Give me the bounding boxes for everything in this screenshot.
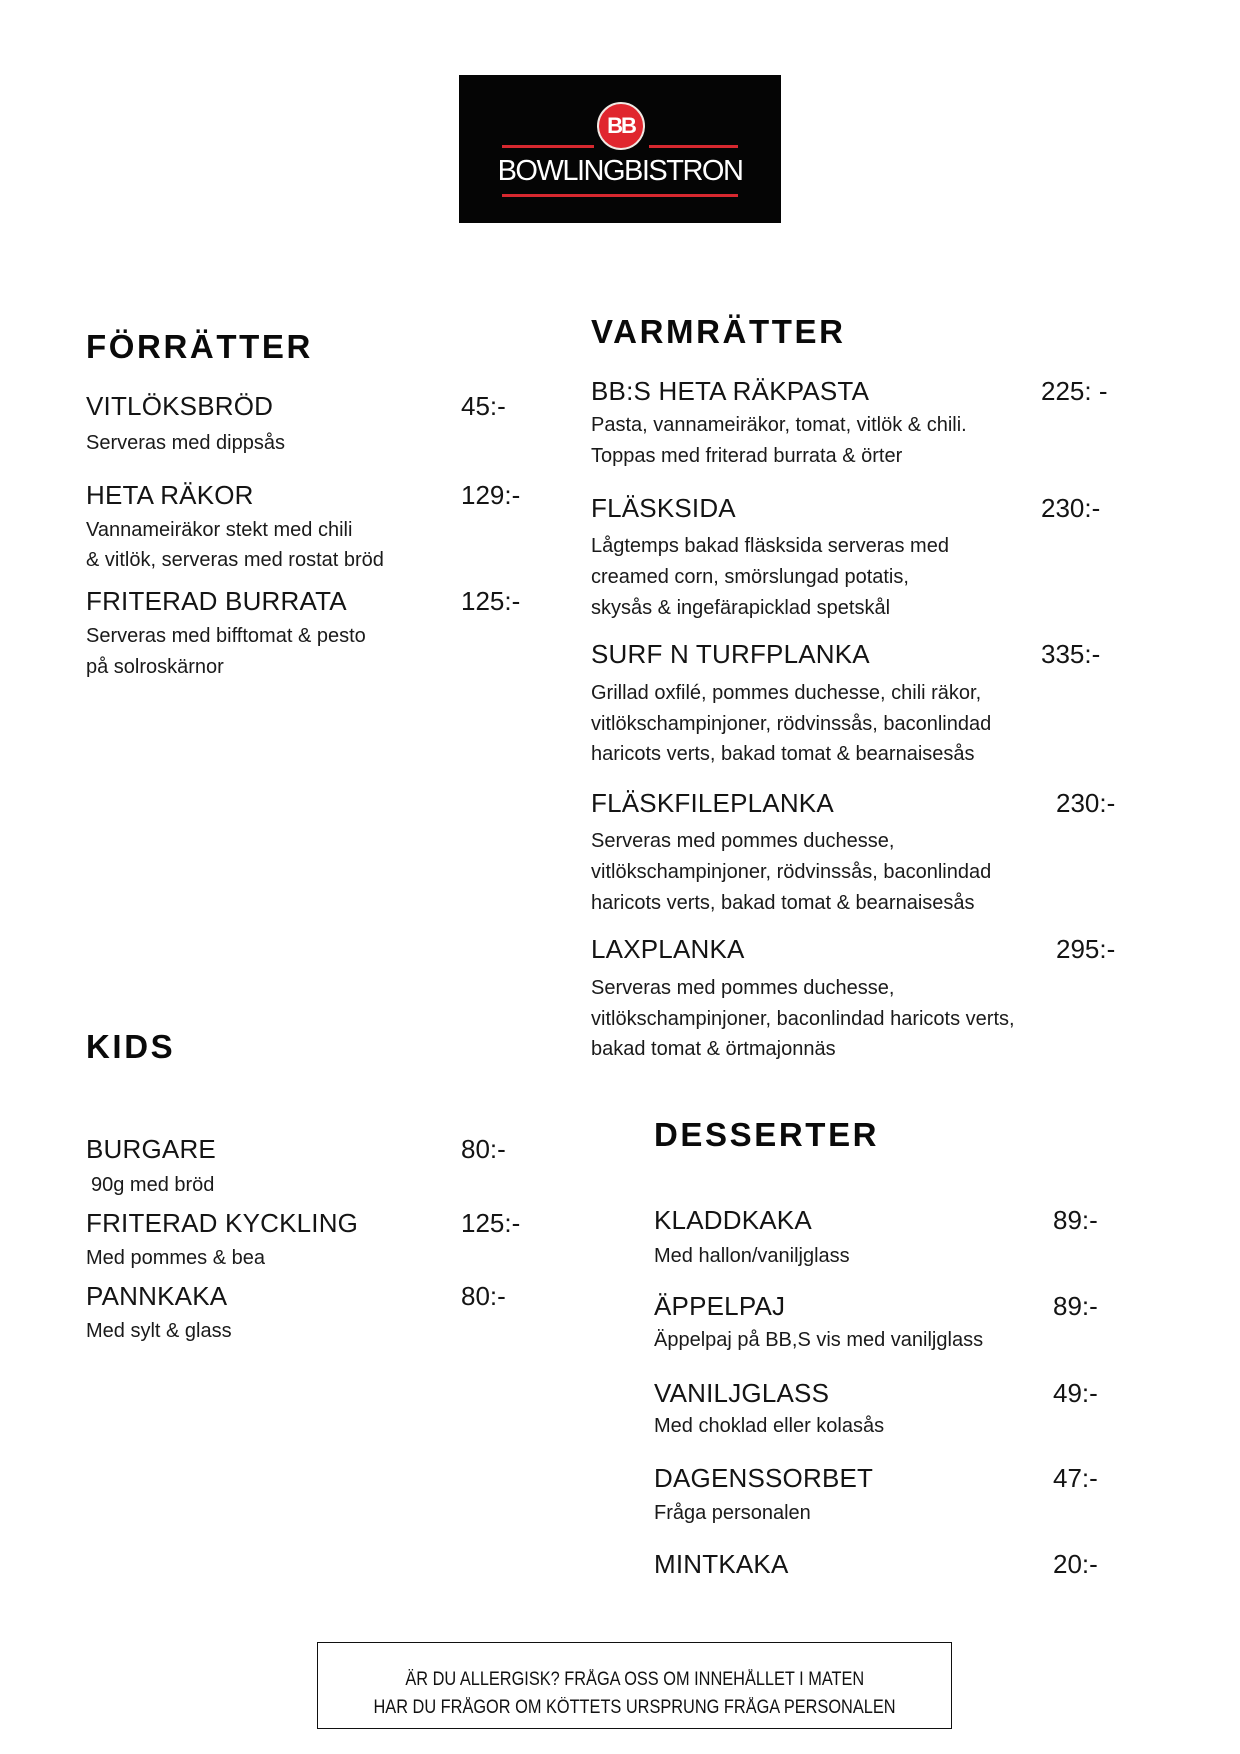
menu-item-description: Med hallon/vaniljglass bbox=[654, 1245, 850, 1267]
menu-item-name: DAGENSSORBET bbox=[654, 1463, 874, 1493]
menu-item-name: ÄPPELPAJ bbox=[654, 1291, 786, 1321]
menu-item-description: Fråga personalen bbox=[654, 1502, 811, 1524]
menu-item-price: 49:- bbox=[1053, 1378, 1098, 1408]
menu-item-price: 89:- bbox=[1053, 1291, 1098, 1321]
menu-item-description: & vitlök, serveras med rostat bröd bbox=[86, 549, 384, 571]
menu-item-description: Pasta, vannameiräkor, tomat, vitlök & chili. bbox=[591, 414, 967, 436]
menu-item-price: 125:- bbox=[461, 1208, 521, 1238]
menu-item-name: VITLÖKSBRÖD bbox=[86, 391, 274, 421]
menu-item-price: 89:- bbox=[1053, 1205, 1098, 1235]
menu-item-description: Med pommes & bea bbox=[86, 1247, 265, 1269]
menu-item-description: Äppelpaj på BB,S vis med vaniljglass bbox=[654, 1329, 984, 1351]
menu-item-price: 335:- bbox=[1041, 639, 1101, 669]
menu-item-price: 225: - bbox=[1041, 376, 1108, 406]
menu-item-name: BB:S HETA RÄKPASTA bbox=[591, 376, 870, 406]
menu-item-description: vitlökschampinjoner, rödvinssås, baconlindad bbox=[591, 713, 992, 735]
menu-item-description: Serveras med pommes duchesse, bbox=[591, 830, 895, 852]
menu-item-name: SURF N TURFPLANKA bbox=[591, 639, 870, 669]
menu-item-price: 45:- bbox=[461, 391, 506, 421]
meat-origin-notice-text: HAR DU FRÅGOR OM KÖTTETS URSPRUNG FRÅGA PERSONALEN bbox=[373, 1697, 896, 1718]
menu-item-name: FRITERAD KYCKLING bbox=[86, 1208, 359, 1238]
menu-item-price: 125:- bbox=[461, 586, 521, 616]
menu-item-description: Vannameiräkor stekt med chili bbox=[86, 519, 353, 541]
menu-item-description: Serveras med pommes duchesse, bbox=[591, 977, 895, 999]
menu-item-price: 20:- bbox=[1053, 1549, 1098, 1579]
section-title-kids: KIDS bbox=[86, 1028, 176, 1065]
logo-brand-name: BOWLINGBISTRON bbox=[497, 155, 743, 187]
restaurant-logo bbox=[459, 75, 781, 223]
section-title-varmratter: VARMRÄTTER bbox=[591, 313, 846, 350]
allergy-notice-text: ÄR DU ALLERGISK? FRÅGA OSS OM INNEHÅLLET I MATEN bbox=[405, 1669, 864, 1690]
menu-item-description: vitlökschampinjoner, rödvinssås, baconlindad bbox=[591, 861, 992, 883]
section-title-desserter: DESSERTER bbox=[654, 1116, 880, 1153]
menu-item-name: FLÄSKFILEPLANKA bbox=[591, 788, 834, 818]
menu-item-name: LAXPLANKA bbox=[591, 934, 745, 964]
menu-item-price: 129:- bbox=[461, 480, 521, 510]
allergy-notice-line bbox=[318, 1670, 951, 1689]
menu-item-price: 295:- bbox=[1056, 934, 1116, 964]
menu-item-name: KLADDKAKA bbox=[654, 1205, 812, 1235]
allergy-notice-box bbox=[317, 1642, 952, 1729]
menu-item-description: haricots verts, bakad tomat & bearnaisesås bbox=[591, 892, 975, 914]
menu-item-price: 230:- bbox=[1056, 788, 1116, 818]
logo-top-left-line bbox=[502, 145, 594, 148]
menu-item-name: FLÄSKSIDA bbox=[591, 493, 736, 523]
menu-item-description: bakad tomat & örtmajonnäs bbox=[591, 1038, 836, 1060]
menu-item-description: skysås & ingefärapicklad spetskål bbox=[591, 597, 891, 619]
menu-item-description: Toppas med friterad burrata & örter bbox=[591, 445, 903, 467]
menu-item-price: 47:- bbox=[1053, 1463, 1098, 1493]
menu-item-name: VANILJGLASS bbox=[654, 1378, 830, 1408]
menu-item-price: 80:- bbox=[461, 1281, 506, 1311]
menu-item-description: 90g med bröd bbox=[91, 1174, 215, 1196]
menu-item-name: FRITERAD BURRATA bbox=[86, 586, 347, 616]
menu-item-description: Med choklad eller kolasås bbox=[654, 1415, 885, 1437]
menu-item-description: Grillad oxfilé, pommes duchesse, chili räkor, bbox=[591, 682, 982, 704]
bb-badge-icon bbox=[597, 102, 645, 150]
logo-top-right-line bbox=[649, 145, 738, 148]
menu-item-name: MINTKAKA bbox=[654, 1549, 789, 1579]
menu-item-price: 230:- bbox=[1041, 493, 1101, 523]
menu-item-description: vitlökschampinjoner, baconlindad haricots verts, bbox=[591, 1008, 1015, 1030]
menu-item-description: Serveras med dippsås bbox=[86, 432, 285, 454]
menu-item-name: PANNKAKA bbox=[86, 1281, 228, 1311]
menu-item-description: på solroskärnor bbox=[86, 656, 224, 678]
logo-badge-text: BB bbox=[607, 113, 635, 138]
meat-origin-notice-line bbox=[318, 1698, 951, 1717]
menu-item-description: creamed corn, smörslungad potatis, bbox=[591, 566, 909, 588]
menu-item-description: Lågtemps bakad fläsksida serveras med bbox=[591, 535, 949, 557]
menu-item-name: HETA RÄKOR bbox=[86, 480, 254, 510]
menu-item-price: 80:- bbox=[461, 1134, 506, 1164]
menu-item-name: BURGARE bbox=[86, 1134, 216, 1164]
menu-item-description: Med sylt & glass bbox=[86, 1320, 232, 1342]
menu-item-description: haricots verts, bakad tomat & bearnaisesås bbox=[591, 743, 975, 765]
logo-bottom-line bbox=[502, 194, 738, 197]
menu-item-description: Serveras med bifftomat & pesto bbox=[86, 625, 366, 647]
section-title-forratter: FÖRRÄTTER bbox=[86, 328, 313, 365]
